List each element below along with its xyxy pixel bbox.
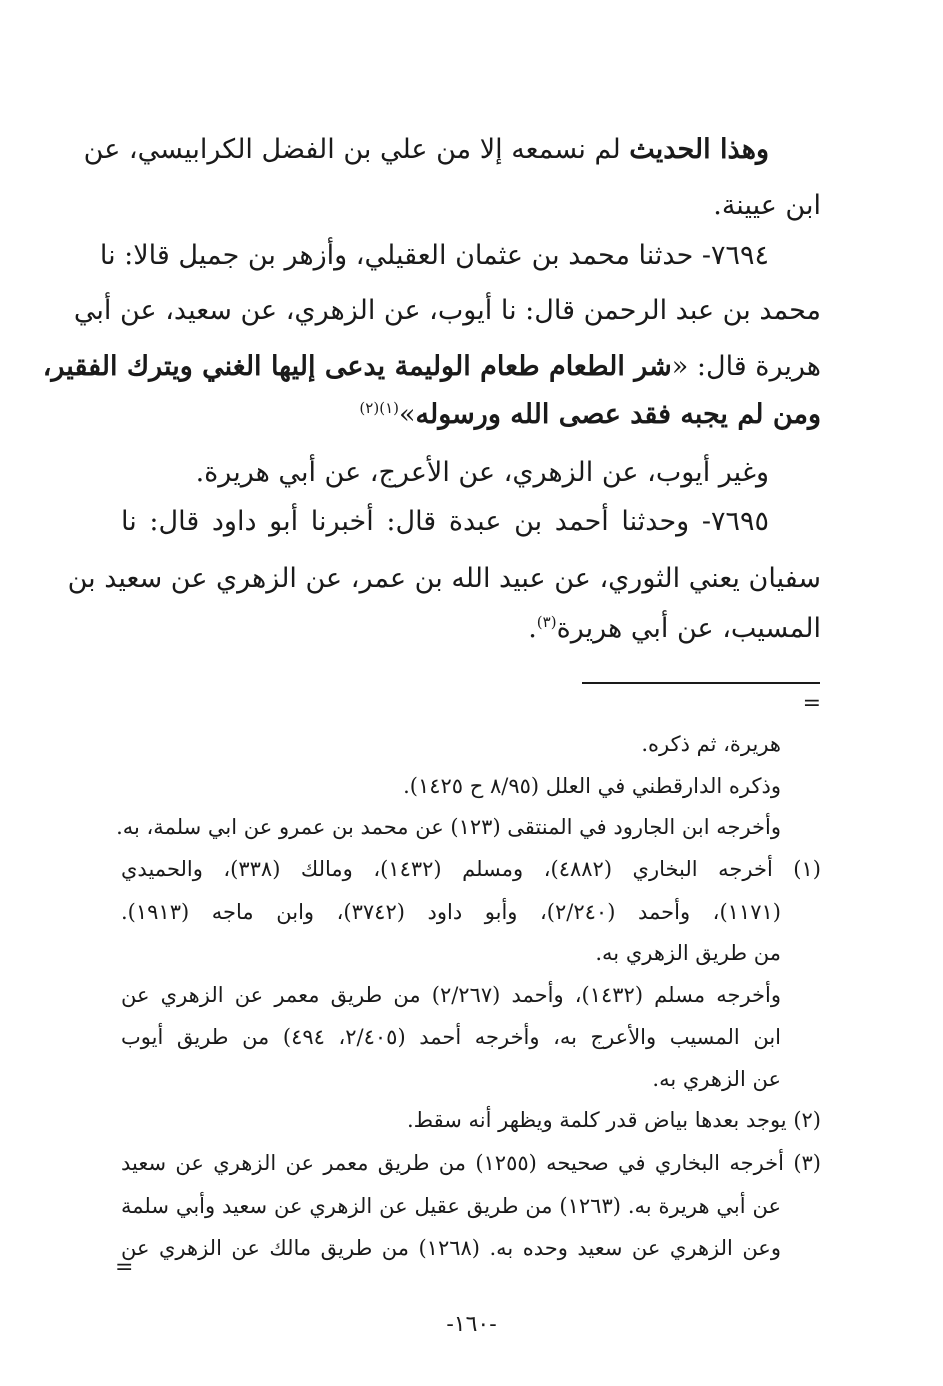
footnote-ref: (٣): [536, 613, 557, 631]
footnote-line-6: من طريق الزهري به.: [595, 941, 781, 965]
footnote-line-9: عن الزهري به.: [652, 1067, 781, 1091]
main-text-span: هريرة قال: «: [671, 351, 821, 382]
footnote-line-1: هريرة، ثم ذكره.: [641, 732, 781, 756]
footnote-line-8: ابن المسيب والأعرج به، وأخرجه أحمد (٢/٤٠٥، ٤٩٤) من طريق أيوب: [121, 1025, 781, 1049]
footnote-line-4: (١) أخرجه البخاري (٤٨٨٢)، ومسلم (١٤٣٢)، ومالك (٣٣٨)، والحميدي: [121, 857, 821, 881]
footnote-separator: [582, 682, 820, 684]
footnote-line-13: وعن الزهري عن سعيد وحده به. (١٢٦٨) من طريق مالك عن الزهري عن: [121, 1236, 781, 1260]
quote-close: »: [398, 399, 416, 430]
main-line-10: [121, 609, 821, 649]
main-text-span: المسيب، عن أبي هريرة: [556, 613, 821, 644]
main-line-5: [42, 347, 821, 387]
hadith-text: شر الطعام طعام الوليمة يدعى إليها الغني ويترك الفقير،: [42, 351, 672, 382]
main-line-6: [121, 395, 821, 435]
main-line-4: محمد بن عبد الرحمن قال: نا أيوب، عن الزهري، عن سعيد، عن أبي: [73, 295, 821, 326]
footnote-line-11: (٣) أخرجه البخاري في صحيحه (١٢٥٥) من طريق معمر عن الزهري عن سعيد: [121, 1151, 821, 1175]
page-number: -١٦٠-: [446, 1312, 497, 1337]
footnote-line-5: (١١٧١)، وأحمد (٢/٢٤٠)، وأبو داود (٣٧٤٢)، وابن ماجه (١٩١٣).: [121, 900, 781, 924]
footnote-line-3: وأخرجه ابن الجارود في المنتقى (١٢٣) عن محمد بن عمرو عن ابي سلمة، به.: [116, 815, 781, 839]
main-line-2: ابن عيينة.: [713, 190, 821, 221]
main-line-3: ٧٦٩٤- حدثنا محمد بن عثمان العقيلي، وأزهر بن جميل قالا: نا: [99, 240, 769, 271]
main-line-9: سفيان يعني الثوري، عن عبيد الله بن عمر، عن الزهري عن سعيد بن: [67, 563, 821, 594]
footnote-line-12: عن أبي هريرة به. (١٢٦٣) من طريق عقيل عن الزهري عن سعيد وأبي سلمة: [121, 1194, 781, 1218]
main-text-span: لم نسمعه إلا من علي بن الفضل الكرابيسي، عن: [83, 134, 630, 165]
hadith-text: ومن لم يجبه فقد عصى الله ورسوله: [415, 399, 821, 430]
continuation-mark-top: =: [802, 691, 821, 716]
main-line-7: وغير أيوب، عن الزهري، عن الأعرج، عن أبي هريرة.: [195, 457, 769, 488]
footnote-line-7: وأخرجه مسلم (١٤٣٢)، وأحمد (٢/٢٦٧) من طريق معمر عن الزهري عن: [121, 983, 781, 1007]
continuation-mark-bottom: =: [115, 1255, 134, 1280]
footnote-line-2: وذكره الدارقطني في العلل (٨/٩٥ ح ١٤٢٥).: [403, 774, 781, 798]
period: .: [528, 613, 537, 644]
footnote-line-10: (٢) يوجد بعدها بياض قدر كلمة ويظهر أنه سقط.: [406, 1108, 821, 1132]
footnote-ref: (١)(٢): [359, 399, 399, 417]
bold-phrase: وهذا الحديث: [629, 134, 769, 165]
main-line-1: [83, 130, 769, 170]
main-line-8: ٧٦٩٥- وحدثنا أحمد بن عبدة قال: أخبرنا أبو داود قال: نا: [121, 506, 769, 537]
